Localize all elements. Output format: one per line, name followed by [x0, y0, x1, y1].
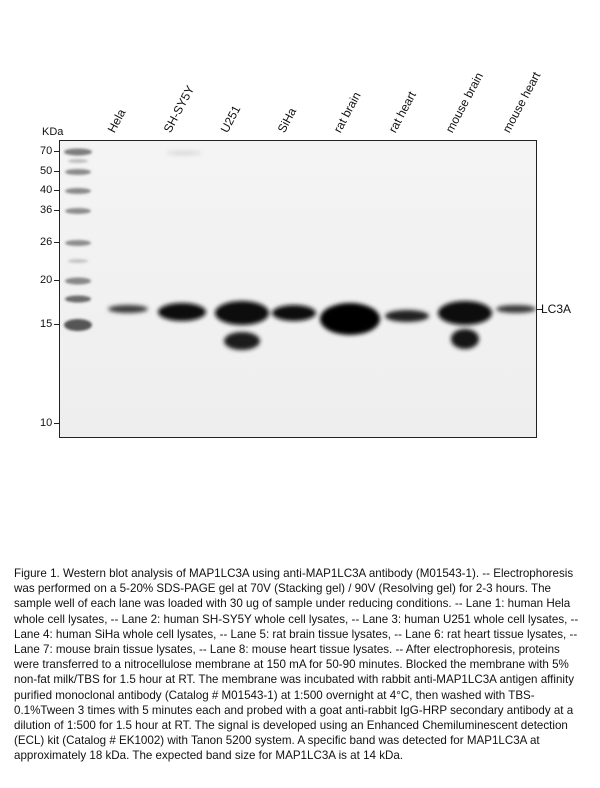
lane-label-rat-brain: rat brain — [330, 89, 364, 135]
western-blot-image — [59, 140, 537, 438]
marker-40: 40 — [40, 184, 53, 196]
marker-26: 26 — [40, 236, 53, 248]
lane-label-rat-heart: rat heart — [385, 88, 419, 135]
lane-label-sh-sy5y: SH-SY5Y — [160, 83, 198, 135]
blot-bands — [60, 141, 536, 437]
marker-15: 15 — [40, 318, 53, 330]
marker-20: 20 — [40, 274, 53, 286]
figure-caption: Figure 1. Western blot analysis of MAP1LC3A using anti-MAP1LC3A antibody (M01543-1). -- Electrophoresis was performed on a 5-20% SDS-PAGE gel at 70V (Stacking gel) / 90V (Resolving gel) for 2-3 hours. The sample well of each lane was loaded with 30 ug of sample under reducing conditions. -- Lane 1: human Hela whole cell lysates, -- Lane 2: human SH-SY5Y whole cell lysates, -- Lane 3: human U251 whole cell lysates, -- Lane 4: human SiHa whole cell lysates, -- Lane 5: rat brain tissue lysates, -- Lane 6: rat heart tissue lysates, -- Lane 7: mouse brain tissue lysates, -- Lane 8: mouse heart tissue lysates. -- After electrophoresis, proteins were transferred to a nitrocellulose membrane at 150 mA for 50-90 minutes. Blocked the membrane with 5% non-fat milk/TBS for 1.5 hour at RT. The membrane was incubated with rabbit anti-MAP1LC3A antigen affinity purified monoclonal antibody (Catalog # M01543-1) at 1:500 overnight at 4°C, then washed with TBS-0.1%Tween 3 times with 5 minutes each and probed with a goat anti-rabbit IgG-HRP secondary antibody at a dilution of 1:500 for 1.5 hour at RT. The signal is developed using an Enhanced Chemiluminescent detection (ECL) kit (Catalog # EK1002) with Tanon 5200 system. A specific band was detected for MAP1LC3A at approximately 18 kDa. The expected band size for MAP1LC3A is at 14 kDa. — [14, 567, 579, 763]
marker-70: 70 — [40, 145, 53, 157]
lane-label-mouse-brain: mouse brain — [442, 70, 487, 135]
band-label-lc3a: LC3A — [541, 302, 572, 316]
marker-10: 10 — [40, 417, 53, 429]
lane-label-u251: U251 — [217, 103, 244, 135]
marker-36: 36 — [40, 204, 53, 216]
marker-50: 50 — [40, 165, 53, 177]
lane-label-mouse-heart: mouse heart — [499, 69, 544, 135]
kda-label: KDa — [42, 126, 64, 138]
lane-label-siha: SiHa — [274, 105, 300, 135]
lane-label-hela: Hela — [104, 106, 129, 135]
